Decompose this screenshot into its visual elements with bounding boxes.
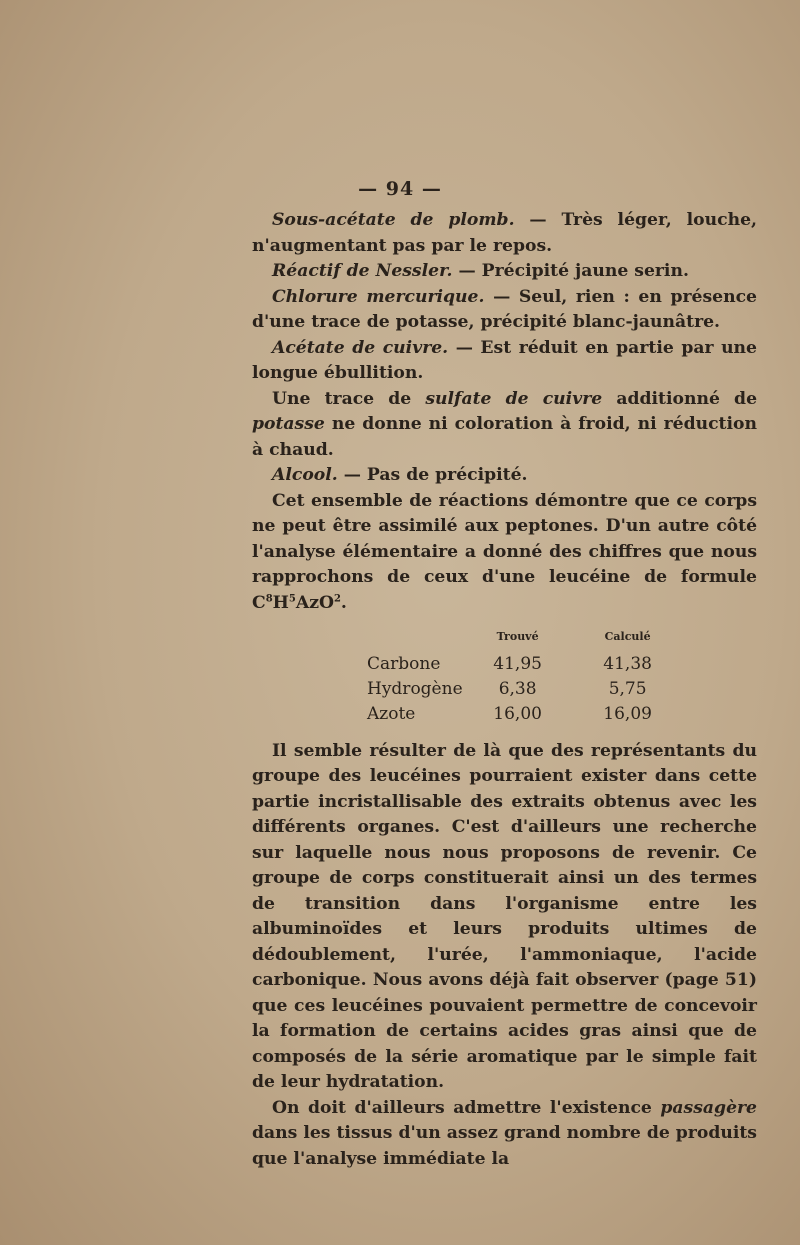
table-header: Calculé (604, 630, 651, 643)
text-run: On doit d'ailleurs admettre l'existence (272, 1097, 661, 1118)
paragraph (252, 489, 757, 617)
table-header-row (367, 624, 683, 652)
paragraph (252, 463, 757, 489)
text-run: Une trace de (272, 388, 426, 409)
table-header (367, 624, 463, 652)
italic-run: Réactif de Nessler. (272, 261, 453, 281)
italic-run: sulfate de cuivre (425, 388, 603, 409)
table-cell-label: Azote (367, 703, 416, 724)
page-body (252, 208, 757, 1172)
table-cell-value: 16,09 (603, 703, 652, 724)
superscript: 2 (333, 592, 341, 604)
text-run: ne donne ni coloration à froid, ni réduction à chaud. (252, 414, 757, 460)
paragraphs-before-table (252, 208, 757, 616)
text-run: — Seul, rien : en présence d'une trace de potasse, précipité blanc-jaunâtre. (252, 286, 757, 332)
paragraph (252, 259, 757, 285)
table-cell-value: 6,38 (498, 678, 537, 699)
text-run: — Pas de précipité. (337, 465, 528, 485)
table-header: Trouvé (496, 630, 539, 643)
text-run: AzO (295, 592, 334, 613)
text-run: additionné de (602, 388, 757, 409)
italic-run: Acétate de cuivre. (272, 337, 449, 358)
text-run: . (340, 592, 347, 613)
paragraph (252, 208, 757, 259)
analysis-table (367, 624, 683, 727)
text-run: — Très léger, louche, n'augmentant pas par le repos. (252, 210, 757, 256)
table-cell-value: 16,00 (493, 703, 542, 724)
paragraphs-after-table (252, 739, 757, 1173)
table-row (367, 702, 683, 727)
text-run: H (272, 592, 289, 613)
superscript: 8 (265, 592, 273, 604)
page-number: — 94 — (358, 178, 442, 200)
table-row (367, 677, 683, 702)
paragraph (252, 1096, 757, 1173)
superscript: 5 (288, 592, 296, 604)
text-run: Il semble résulter de là que des représentants du groupe des leucéines pourraient exister dans cette partie incristallisable des extraits obtenus avec les différents organes. C'est d'ailleurs une recherche sur laquelle nous nous proposons de revenir. Ce groupe de corps constituerait ainsi un des termes de transition dans l'organisme entre les albuminoïdes et leurs produits ultimes de dédoublement, l'urée, l'ammoniaque, l'acide carbonique. Nous avons déjà fait observer (page 51) que ces leucéines pouvaient permettre de concevoir la formation de certains acides gras ainsi que de composés de la série aromatique par le simple fait de leur hydratation. (252, 740, 757, 1092)
text-run: — Est réduit en partie par une longue ébullition. (252, 337, 757, 383)
table-row (367, 652, 683, 677)
table-cell-label: Hydrogène (367, 678, 463, 699)
table-cell-value: 41,95 (493, 653, 542, 674)
paragraph (252, 739, 757, 1096)
text-run: — Précipité jaune serin. (452, 261, 689, 281)
paragraph (252, 387, 757, 464)
table-cell-value: 41,38 (603, 653, 652, 674)
italic-run: passagère (660, 1097, 757, 1118)
italic-run: potasse (252, 414, 325, 434)
italic-run: Sous-acétate de plomb. (272, 210, 515, 230)
text-run: Cet ensemble de réactions démontre que ce corps ne peut être assimilé aux peptones. D'un autre côté l'analyse élémentaire a donné des chiffres que nous rapprochons de ceux d'une leucéine de formule C (252, 490, 757, 613)
table-cell-value: 5,75 (608, 678, 647, 699)
italic-run: Chlorure mercurique. (272, 286, 485, 307)
italic-run: Alcool. (272, 465, 338, 485)
paragraph (252, 336, 757, 387)
text-run: dans les tissus d'un assez grand nombre de produits que l'analyse immédiate la (252, 1123, 757, 1169)
table-cell-label: Carbone (367, 653, 441, 674)
paragraph (252, 285, 757, 336)
